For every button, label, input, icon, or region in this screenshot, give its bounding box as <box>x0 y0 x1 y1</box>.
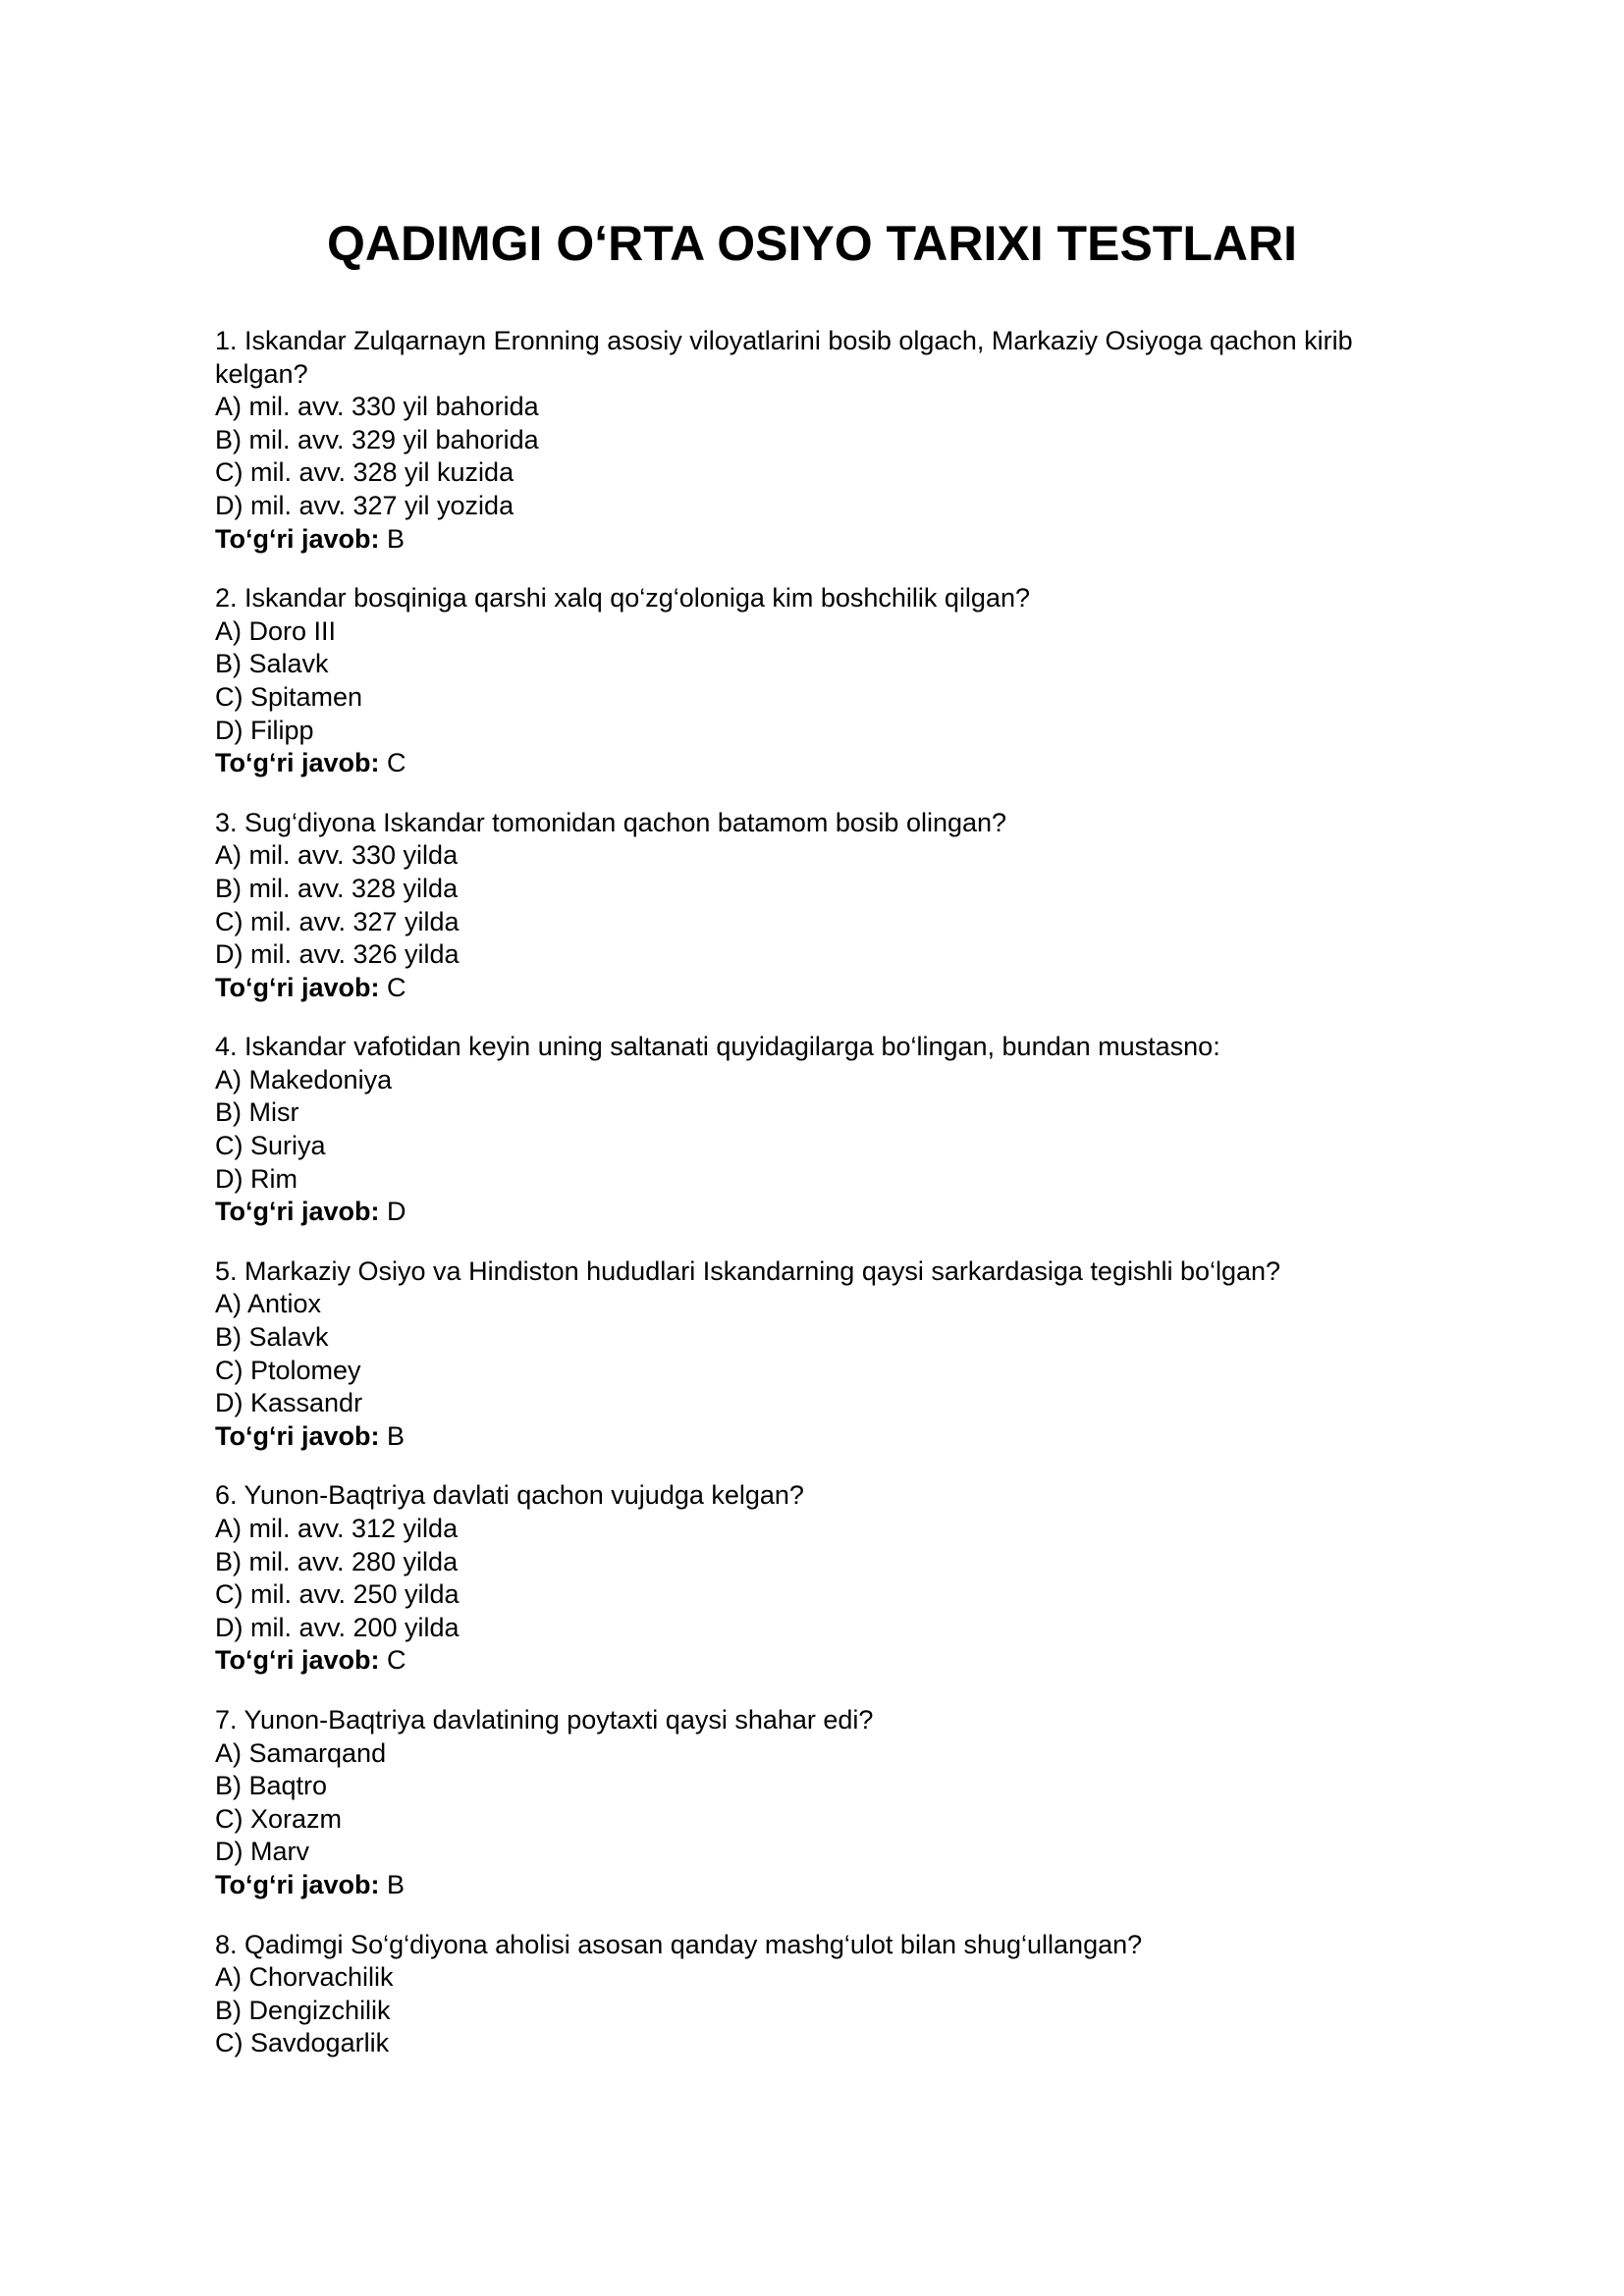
question-7 <box>215 1704 1413 1902</box>
correct-answer <box>215 747 1413 780</box>
correct-answer <box>215 1196 1413 1229</box>
option-a: A) Samarqand <box>215 1737 387 1768</box>
correct-answer <box>215 1644 1413 1678</box>
question-text: 1. Iskandar Zulqarnayn Eronning asosiy viloyatlarini bosib olgach, Markaziy Osiyoga qachon kirib kelgan? <box>215 326 1353 389</box>
option-a: A) Antiox <box>215 1289 322 1319</box>
correct-answer-value: B <box>387 523 406 554</box>
question-text: 8. Qadimgi So‘g‘diyona aholisi asosan qanday mashg‘ulot bilan shug‘ullangan? <box>215 1929 1143 1959</box>
question-text: 4. Iskandar vafotidan keyin uning saltanati quyidagilarga bo‘lingan, bundan mustasno: <box>215 1032 1220 1062</box>
option-c: C) mil. avv. 327 yilda <box>215 906 460 936</box>
question-3 <box>215 807 1413 1005</box>
correct-answer-label: To‘g‘ri javob: <box>215 748 380 778</box>
option-b: B) Dengizchilik <box>215 1995 391 2025</box>
option-b: B) mil. avv. 329 yil bahorida <box>215 424 539 454</box>
correct-answer-value: C <box>387 1645 406 1676</box>
question-2 <box>215 582 1413 780</box>
option-b: B) Misr <box>215 1097 299 1128</box>
option-a: A) mil. avv. 330 yilda <box>215 840 459 871</box>
question-text: 5. Markaziy Osiyo va Hindiston hududlari Iskandarning qaysi sarkardasiga tegishli bo‘lgan? <box>215 1255 1281 1286</box>
correct-answer-label: To‘g‘ri javob: <box>215 1869 380 1899</box>
option-c: C) Ptolomey <box>215 1355 361 1385</box>
option-b: B) mil. avv. 280 yilda <box>215 1546 459 1576</box>
option-c: C) mil. avv. 250 yilda <box>215 1579 460 1610</box>
correct-answer-value: B <box>387 1869 406 1899</box>
option-c: C) Suriya <box>215 1131 326 1161</box>
document-title: QADIMGI O‘RTA OSIYO TARIXI TESTLARI <box>327 216 1297 271</box>
correct-answer-label: To‘g‘ri javob: <box>215 1645 380 1676</box>
option-d: D) Filipp <box>215 715 314 745</box>
question-1 <box>215 325 1413 556</box>
correct-answer-value: C <box>387 748 406 778</box>
question-8 <box>215 1929 1413 2060</box>
question-text: 2. Iskandar bosqiniga qarshi xalq qo‘zg‘oloniga kim boshchilik qilgan? <box>215 583 1030 614</box>
option-d: D) mil. avv. 326 yilda <box>215 939 460 970</box>
option-b: B) Baqtro <box>215 1771 328 1801</box>
option-a: A) Chorvachilik <box>215 1962 394 1993</box>
option-c: C) Savdogarlik <box>215 2028 390 2058</box>
correct-answer-value: B <box>387 1420 406 1451</box>
option-b: B) mil. avv. 328 yilda <box>215 873 459 903</box>
option-b: B) Salavk <box>215 1322 329 1353</box>
question-list <box>215 325 1413 2087</box>
question-6 <box>215 1479 1413 1678</box>
correct-answer-label: To‘g‘ri javob: <box>215 523 380 554</box>
correct-answer <box>215 1869 1413 1902</box>
correct-answer-label: To‘g‘ri javob: <box>215 972 380 1002</box>
option-d: D) Marv <box>215 1837 309 1867</box>
option-d: D) mil. avv. 327 yil yozida <box>215 490 514 520</box>
option-d: D) mil. avv. 200 yilda <box>215 1612 460 1642</box>
option-b: B) Salavk <box>215 649 329 679</box>
question-5 <box>215 1255 1413 1454</box>
correct-answer <box>215 523 1413 557</box>
correct-answer <box>215 1420 1413 1454</box>
option-a: A) mil. avv. 312 yilda <box>215 1514 459 1543</box>
option-d: D) Rim <box>215 1163 298 1194</box>
option-c: C) mil. avv. 328 yil kuzida <box>215 457 514 488</box>
option-a: A) Makedoniya <box>215 1064 393 1095</box>
question-text: 6. Yunon-Baqtriya davlati qachon vujudga kelgan? <box>215 1480 804 1511</box>
correct-answer <box>215 972 1413 1005</box>
option-a: A) Doro III <box>215 615 337 646</box>
question-4 <box>215 1031 1413 1229</box>
question-text: 3. Sug‘diyona Iskandar tomonidan qachon batamom bosib olingan? <box>215 807 1007 837</box>
question-text: 7. Yunon-Baqtriya davlatining poytaxti qaysi shahar edi? <box>215 1704 874 1735</box>
correct-answer-label: To‘g‘ri javob: <box>215 1197 380 1227</box>
option-c: C) Spitamen <box>215 681 363 712</box>
correct-answer-label: To‘g‘ri javob: <box>215 1420 380 1451</box>
correct-answer-value: C <box>387 972 406 1002</box>
option-d: D) Kassandr <box>215 1388 363 1418</box>
correct-answer-value: D <box>387 1197 406 1227</box>
option-a: A) mil. avv. 330 yil bahorida <box>215 392 539 422</box>
option-c: C) Xorazm <box>215 1803 343 1834</box>
